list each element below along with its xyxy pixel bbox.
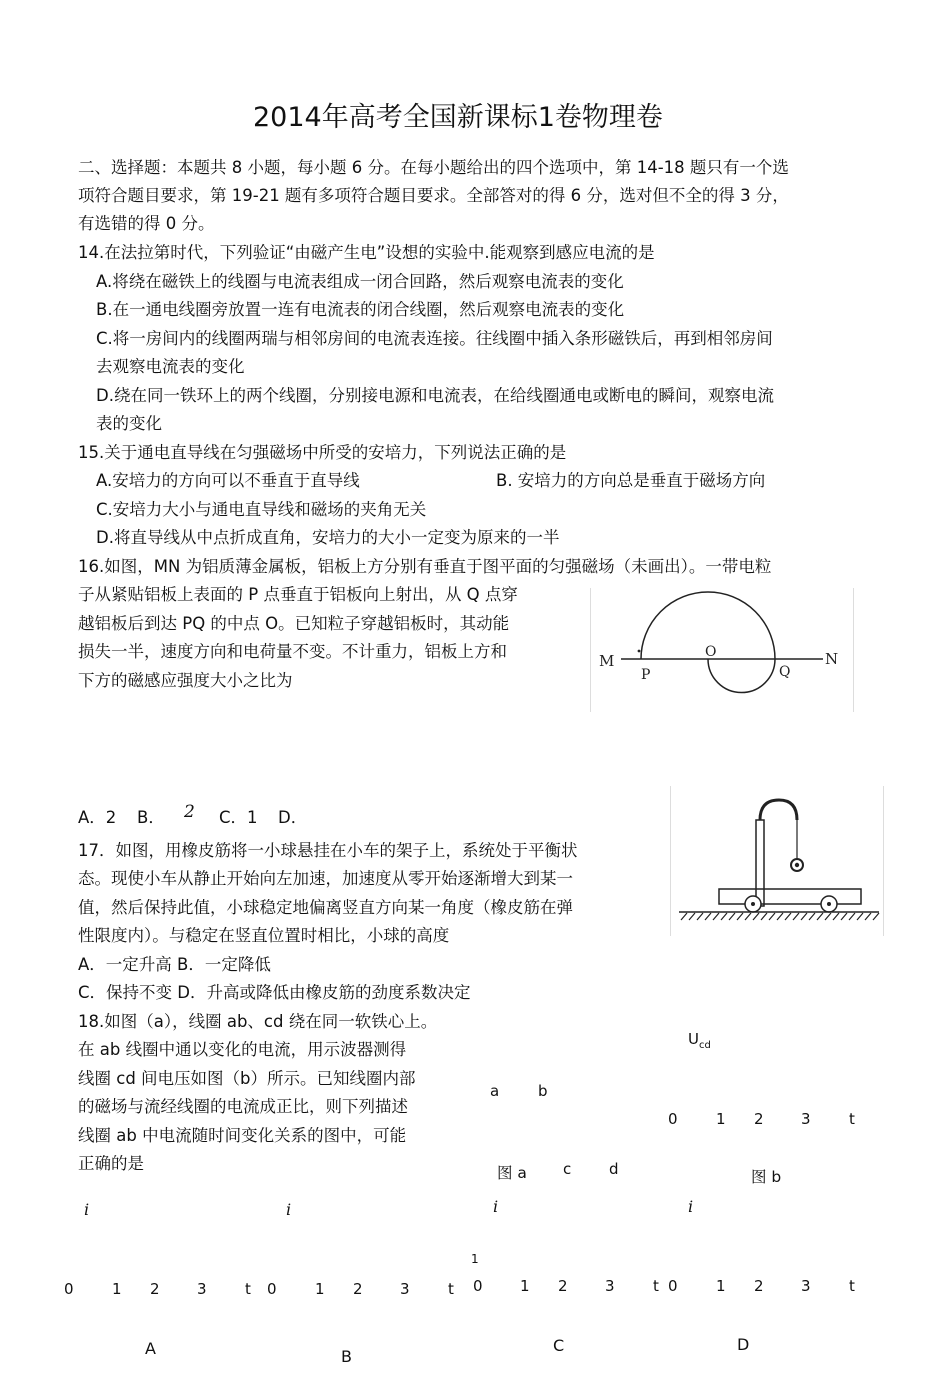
- graph-label-b: B: [341, 1347, 352, 1366]
- q17-line-4: 性限度内）。与稳定在竖直位置时相比，小球的高度: [78, 926, 450, 945]
- q18-line-4: 的磁场与流经线圈的电流成正比，则下列描述: [78, 1097, 408, 1116]
- graph-c-tick-t: t: [653, 1277, 659, 1295]
- hook-arc: [760, 800, 797, 820]
- graph-b-tick-2: 2: [353, 1280, 363, 1298]
- graph-d-tick-1: 1: [716, 1277, 726, 1295]
- label-o: O: [705, 644, 717, 660]
- graph-d-tick-2: 2: [754, 1277, 764, 1295]
- q15-option-b: B. 安培力的方向总是垂直于磁场方向: [496, 471, 766, 490]
- q17-line-3: 值，然后保持此值，小球稳定地偏离竖直方向某一角度（橡皮筋在弹: [78, 898, 573, 917]
- fig-a-label-b: b: [538, 1082, 548, 1100]
- q16-line-3: 越铝板后到达 PQ 的中点 O。已知粒子穿越铝板时，其动能: [78, 614, 510, 633]
- q14-option-c-line2: 去观察电流表的变化: [96, 357, 245, 376]
- fig-a-label-c: c: [563, 1160, 572, 1178]
- graph-d-tick-3: 3: [801, 1277, 811, 1295]
- q17-figure: [670, 786, 884, 936]
- q16-line-4: 损失一半，速度方向和电荷量不变。不计重力，铝板上方和: [78, 642, 507, 661]
- q16-option-a: A．2: [78, 808, 117, 827]
- fig-b-axis-u: [688, 1030, 711, 1052]
- graph-c-value-1: 1: [471, 1252, 479, 1266]
- label-q: Q: [779, 664, 791, 680]
- graph-a-tick-2: 2: [150, 1280, 160, 1298]
- graph-b-tick-t: t: [448, 1280, 454, 1298]
- fig-b-axis-u-letter: U: [688, 1030, 699, 1048]
- fig-b-caption: 图 b: [751, 1168, 782, 1186]
- q15-option-a: A.安培力的方向可以不垂直于直导线: [96, 471, 360, 490]
- cart-wheel-left-hub: [751, 902, 755, 906]
- graph-label-c: C: [553, 1336, 565, 1355]
- graph-d-axis-i: i: [688, 1197, 694, 1216]
- graph-a-tick-3: 3: [197, 1280, 207, 1298]
- fig-b-tick-2: 2: [754, 1110, 764, 1128]
- point-p-dot: [638, 650, 641, 653]
- q15-option-d: D.将直导线从中点折成直角，安培力的大小一定变为原来的一半: [96, 528, 560, 547]
- q14-stem: 14.在法拉第时代，下列验证“由磁产生电”设想的实验中.能观察到感应电流的是: [78, 243, 655, 262]
- graph-c-tick-3: 3: [605, 1277, 615, 1295]
- q14-option-d-line1: D.绕在同一铁环上的两个线圈，分别接电源和电流表，在给线圈通电或断电的瞬间，观察电流: [96, 386, 774, 405]
- label-p: P: [641, 667, 651, 683]
- fig-b-tick-3: 3: [801, 1110, 811, 1128]
- label-m: M: [599, 652, 615, 670]
- q14-option-c-line1: C.将一房间内的线圈两瑞与相邻房间的电流表连接。往线圈中插入条形磁铁后，再到相邻房间: [96, 329, 773, 348]
- ball-core: [795, 863, 799, 867]
- graph-a-tick-0: 0: [64, 1280, 74, 1298]
- graph-b-tick-3: 3: [400, 1280, 410, 1298]
- page-title: 2014年高考全国新课标1卷物理卷: [253, 102, 663, 133]
- cart-wheel-right-hub: [827, 902, 831, 906]
- q15-stem: 15.关于通电直导线在匀强磁场中所受的安培力，下列说法正确的是: [78, 443, 567, 462]
- post-rect: [756, 820, 764, 906]
- q18-line-2: 在 ab 线圈中通以变化的电流，用示波器测得: [78, 1040, 407, 1059]
- fig-b-tick-0: 0: [668, 1110, 678, 1128]
- q16-line-2: 子从紧贴铝板上表面的 P 点垂直于铝板向上射出，从 Q 点穿: [78, 585, 518, 604]
- graph-c-tick-1: 1: [520, 1277, 530, 1295]
- graph-b-tick-0: 0: [267, 1280, 277, 1298]
- ground-hatch: [681, 913, 879, 920]
- fig-b-tick-1: 1: [716, 1110, 726, 1128]
- section-line-3: 有选错的得 0 分。: [78, 214, 215, 233]
- label-n: N: [825, 650, 839, 668]
- q16-option-b: B．: [137, 808, 165, 827]
- section-line-1: 二、选择题：本题共 8 小题，每小题 6 分。在每小题给出的四个选项中，第 14-18 题只有一个选: [78, 158, 789, 177]
- fig-a-label-a: a: [490, 1082, 500, 1100]
- graph-c-tick-0: 0: [473, 1277, 483, 1295]
- q18-line-5: 线圈 ab 中电流随时间变化关系的图中，可能: [78, 1126, 407, 1145]
- q17-line-1: 17．如图，用橡皮筋将一小球悬挂在小车的架子上，系统处于平衡状: [78, 841, 578, 860]
- q17-options-ab: A．一定升高 B．一定降低: [78, 955, 271, 974]
- q18-line-3: 线圈 cd 间电压如图（b）所示。已知线圈内部: [78, 1069, 416, 1088]
- graph-c-axis-i: i: [493, 1197, 499, 1216]
- fig-b-tick-t: t: [849, 1110, 855, 1128]
- fig-a-label-d: d: [609, 1160, 619, 1178]
- q18-line-1: 18.如图（a），线圈 ab、cd 绕在同一软铁心上。: [78, 1012, 438, 1031]
- cart-body-rect: [719, 889, 861, 904]
- graph-d-tick-0: 0: [668, 1277, 678, 1295]
- q14-option-a: A.将绕在磁铁上的线圈与电流表组成一闭合回路，然后观察电流表的变化: [96, 272, 624, 291]
- q16-option-d: D．: [278, 808, 308, 827]
- graph-a-tick-1: 1: [112, 1280, 122, 1298]
- q16-line-5: 下方的磁感应强度大小之比为: [78, 671, 293, 690]
- graph-label-d: D: [737, 1335, 750, 1354]
- q18-line-6: 正确的是: [78, 1154, 144, 1173]
- q17-diagram-svg: [671, 786, 883, 936]
- fig-b-axis-u-sub: cd: [698, 1040, 711, 1051]
- graph-label-a: A: [145, 1339, 156, 1358]
- q14-option-d-line2: 表的变化: [96, 414, 162, 433]
- q14-option-b: B.在一通电线圈旁放置一连有电流表的闭合线圈，然后观察电流表的变化: [96, 300, 625, 319]
- q16-option-b-value: 2: [184, 802, 195, 822]
- q17-options-cd: C．保持不变 D．升高或降低由橡皮筋的劲度系数决定: [78, 983, 471, 1002]
- q16-diagram-svg: [591, 588, 853, 712]
- q16-line-1: 16.如图，MN 为铝质薄金属板，铝板上方分别有垂直于图平面的匀强磁场（未画出）。一带电粒: [78, 557, 772, 576]
- lower-circle-path: [708, 659, 775, 693]
- graph-b-axis-i: i: [286, 1200, 292, 1219]
- section-line-2: 项符合题目要求，第 19-21 题有多项符合题目要求。全部答对的得 6 分，选对但不全的得 3 分，: [78, 186, 789, 205]
- graph-b-tick-1: 1: [315, 1280, 325, 1298]
- q16-option-c: C．1: [219, 808, 258, 827]
- fig-a-caption: 图 a: [497, 1164, 527, 1182]
- q16-figure: [590, 588, 854, 712]
- graph-a-axis-i: i: [84, 1200, 90, 1219]
- graph-c-tick-2: 2: [558, 1277, 568, 1295]
- q17-line-2: 态。现使小车从静止开始向左加速，加速度从零开始逐渐增大到某一: [78, 869, 573, 888]
- q15-option-c: C.安培力大小与通电直导线和磁场的夹角无关: [96, 500, 427, 519]
- graph-d-tick-t: t: [849, 1277, 855, 1295]
- graph-a-tick-t: t: [245, 1280, 251, 1298]
